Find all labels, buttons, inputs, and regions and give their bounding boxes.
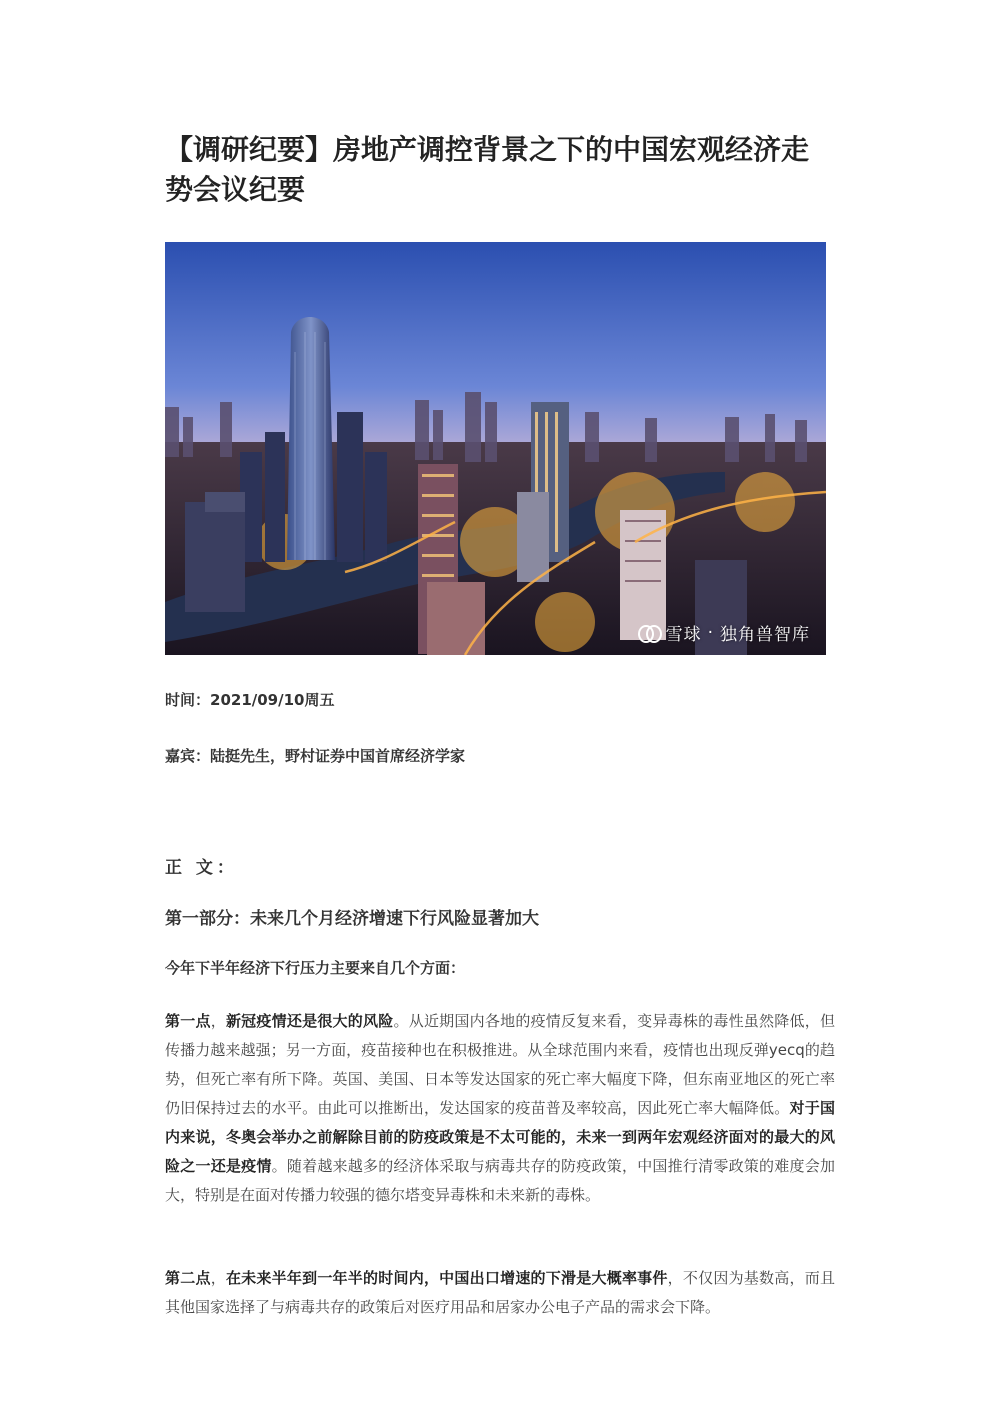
guest-label: 嘉宾：	[165, 747, 211, 765]
watermark-author: 独角兽智库	[720, 625, 810, 645]
point1-bold2: 对于国内来说，冬奥会举办之前解除目前的防疫政策是不太可能的，未来一到两年宏观经济面对的最大的风险之一还是疫情	[165, 1099, 835, 1175]
point1-sep: ，	[210, 1012, 226, 1030]
meeting-guest	[165, 745, 465, 766]
point2-text1: ，不仅因为基数高，而且其他国家选择了与病毒共存的政策后对医疗用品和居家办公电子产品的需求会下降。	[165, 1269, 835, 1316]
meeting-time	[165, 689, 334, 710]
city-skyline-illustration	[165, 242, 826, 655]
point2-bold1: 在未来半年到一年半的时间内，中国出口增速的下滑是大概率事件	[225, 1269, 668, 1287]
paragraph-point1	[165, 1007, 835, 1210]
point2-sep: ，	[210, 1269, 226, 1287]
image-watermark	[638, 620, 810, 645]
guest-name: 陆挺先生	[210, 747, 271, 765]
guest-title: 野村证券中国首席经济学家	[285, 747, 466, 765]
section-label: 正 文：	[165, 858, 238, 878]
point1-text2: 。随着越来越多的经济体采取与病毒共存的防疫政策，中国推行清零政策的难度会加大，特别是在面对传播力较强的德尔塔变异毒株和未来新的毒株。	[165, 1157, 835, 1204]
point1-lead: 第一点	[165, 1012, 211, 1030]
time-value: 2021/09/10周五	[210, 691, 335, 709]
part1-intro: 今年下半年经济下行压力主要来自几个方面：	[165, 959, 466, 977]
time-label: 时间：	[165, 691, 211, 709]
guest-sep: ，	[270, 747, 286, 765]
point1-text1: 。从近期国内各地的疫情反复来看，变异毒株的毒性虽然降低，但传播力越来越强；另一方面，疫苗接种也在积极推进。从全球范围内来看，疫情也出现反弹yecq的趋势，但死亡率有所下降。英国、美国、日本等发达国家的死亡率大幅度下降，但东南亚地区的死亡率仍旧保持过去的水平。由此可以推断出，发达国家的疫苗普及率较高，因此死亡率大幅降低。	[165, 1012, 835, 1117]
watermark-dot: ·	[707, 622, 714, 643]
part1-heading: 第一部分：未来几个月经济增速下行风险显著加大	[165, 909, 539, 929]
hero-image	[165, 242, 826, 655]
article-title: 【调研纪要】房地产调控背景之下的中国宏观经济走势会议纪要	[165, 133, 810, 206]
paragraph-point2	[165, 1264, 835, 1322]
point2-lead: 第二点	[165, 1269, 211, 1287]
xueqiu-logo-icon	[638, 624, 660, 642]
watermark-brand: 雪球	[665, 625, 702, 645]
point1-bold1: 新冠疫情还是很大的风险	[225, 1012, 394, 1030]
